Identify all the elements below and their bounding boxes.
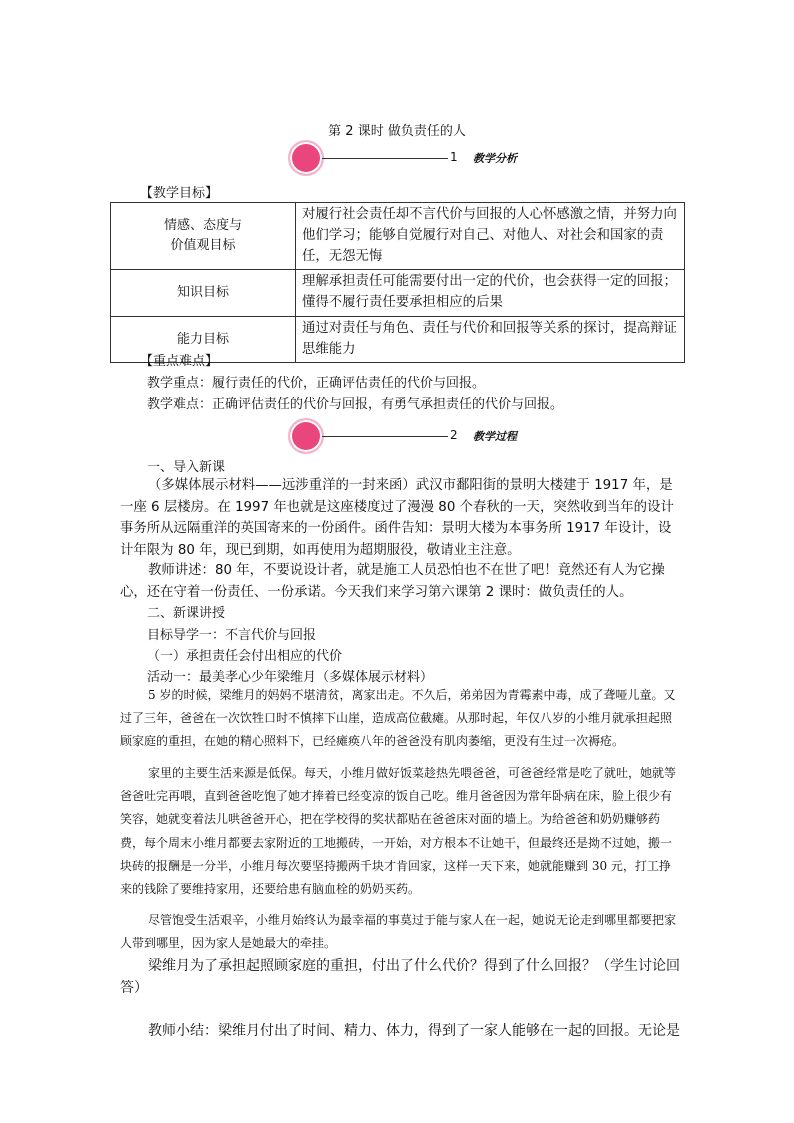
table-row	[111, 270, 685, 317]
story-paragraph: 家里的主要生活来源是低保。每天，小维月做好饭菜趁热先喂爸爸，可爸爸经常是吃了就吐，她就等爸爸吐完再喂，直到爸爸吃饱了她才捧着已经变凉的饭自己吃。维月爸爸因为常年卧病在床，脸上很少有笑容，她就变着法儿哄爸爸开心，把在学校得的奖状都贴在爸爸床对面的墙上。为给爸爸和奶奶赚够药费，每个周末小维月都要去家附近的工地搬砖，一开始，对方根本不让她干，但最终还是拗不过她，搬一块砖的报酬是一分半，小维月每次要坚持搬两千块才肯回家，这样一天下来，她就能赚到 30 元，打工挣来的钱除了要维持家用，还要给患有脑血栓的奶奶买药。	[120, 766, 677, 897]
story-paragraph: 5 岁的时候，梁维月的妈妈不堪清贫，离家出走。不久后，弟弟因为青霉素中毒，成了聋哑儿童。又过了三年，爸爸在一次饮牲口时不慎摔下山崖，造成高位截瘫。从那时起，年仅八岁的小维月就承担起照顾家庭的重担，在她的精心照料下，已经瘫痪八年的爸爸没有肌肉萎缩，更没有生过一次褥疮。	[120, 688, 676, 749]
intro-heading: 一、导入新课	[147, 460, 226, 475]
pink-circle-icon	[288, 418, 324, 454]
section-number: 1	[450, 150, 458, 164]
section-marker-teaching-analysis	[288, 140, 708, 176]
activity-heading: 活动一：最美孝心少年梁维月（多媒体展示材料）	[147, 670, 434, 685]
goal-key: 知识目标	[111, 270, 296, 317]
goal-key: 能力目标	[111, 316, 296, 363]
goal-value: 通过对责任与角色、责任与代价和回报等关系的探讨，提高辩证思维能力	[296, 316, 685, 363]
section-marker-teaching-process	[288, 418, 708, 454]
teaching-goals-heading: 【教学目标】	[140, 186, 219, 201]
section-number: 2	[450, 428, 458, 442]
story-paragraph: 尽管饱受生活艰辛，小维月始终认为最幸福的事莫过于能与家人在一起，她说无论走到哪里都要把家人带到哪里，因为家人是她最大的牵挂。	[120, 913, 677, 951]
divider-line	[322, 158, 448, 159]
goal-value: 对履行社会责任却不言代价与回报的人心怀感激之情，并努力向他们学习；能够自觉履行对自己、对他人、对社会和国家的责任，无怨无悔	[296, 203, 685, 270]
goal-guide-heading: 目标导学一：不言代价与回报	[147, 628, 317, 643]
key-points-heading: 【重点难点】	[140, 354, 219, 369]
key-point-text: 教学重点：履行责任的代价，正确评估责任的代价与回报。	[147, 376, 486, 391]
teacher-talk-paragraph: 教师讲述：80 年，不要说设计者，就是施工人员恐怕也不在世了吧！竟然还有人为它操心，还在守着一份责任、一份承诺。今天我们来学习第六课第 2 课时：做负责任的人。	[120, 563, 665, 600]
intro-paragraph: （多媒体展示材料——远涉重洋的一封来函）武汉市鄱阳街的景明大楼建于 1917 年，是一座 6 层楼房。在 1997 年也就是这座楼度过了漫漫 80 个春秋的一天，突然收到当年的设计事务所从远隔重洋的英国寄来的一份函件。函件告知：景明大楼为本事务所 1917 年设计，设计年限为 80 年，现已到期，如再使用为超期服役，敬请业主注意。	[120, 478, 674, 558]
divider-line	[322, 436, 448, 437]
summary-paragraph: 教师小结：梁维月付出了时间、精力、体力，得到了一家人能够在一起的回报。无论是	[148, 1023, 680, 1039]
question-paragraph: 梁维月为了承担起照顾家庭的重担，付出了什么代价？得到了什么回报？（学生讨论回答）	[120, 958, 680, 996]
page-title: 第 2 课时 做负责任的人	[328, 124, 466, 139]
teaching-goals-table	[110, 202, 685, 363]
new-lesson-heading: 二、新课讲授	[147, 606, 226, 621]
difficulty-text: 教学难点：正确评估责任的代价与回报，有勇气承担责任的代价与回报。	[147, 397, 564, 412]
sub-heading: （一）承担责任会付出相应的代价	[147, 649, 343, 664]
goal-key: 情感、态度与 价值观目标	[111, 203, 296, 270]
section-label: 教学分析	[473, 152, 517, 165]
table-row	[111, 203, 685, 270]
goal-value: 理解承担责任可能需要付出一定的代价，也会获得一定的回报；懂得不履行责任要承担相应的后果	[296, 270, 685, 317]
pink-circle-icon	[288, 140, 324, 176]
section-label: 教学过程	[473, 430, 517, 443]
